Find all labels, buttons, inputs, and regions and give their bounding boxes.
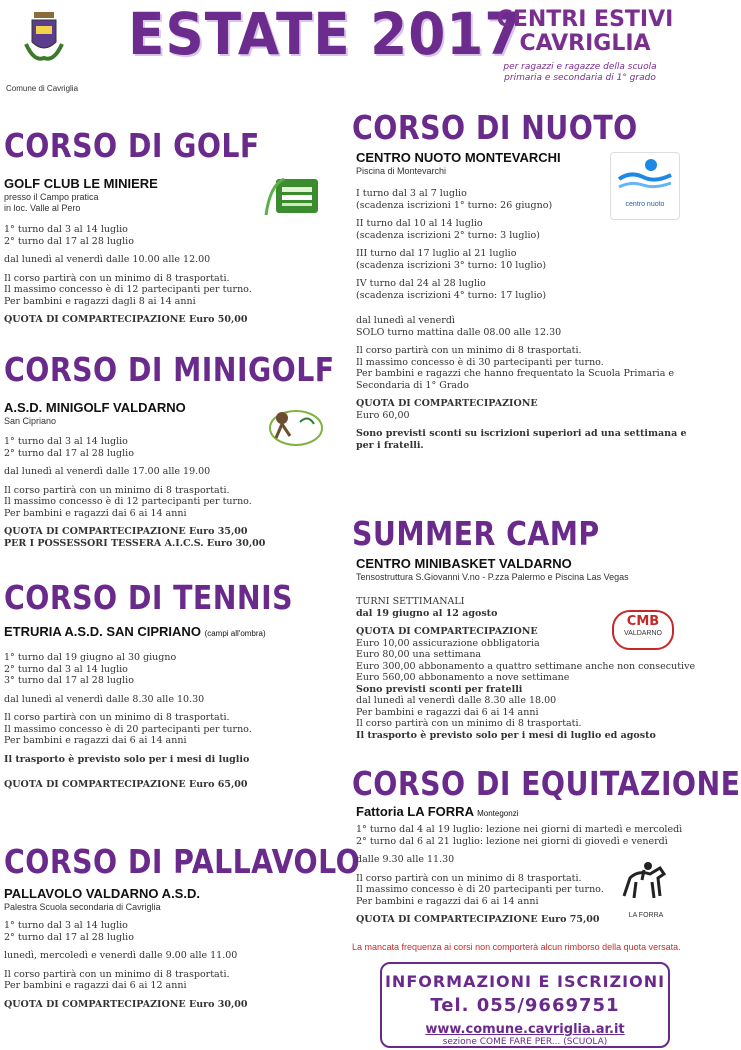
minigolf-logo-icon xyxy=(264,400,324,448)
summer-trasporto: Il trasporto è previsto solo per i mesi di luglio ed agosto xyxy=(356,729,656,741)
nuoto-turno3: III turno dal 17 luglio al 21 luglio xyxy=(356,248,517,259)
nuoto-quota-val: Euro 60,00 xyxy=(356,409,410,421)
tennis-details xyxy=(4,652,252,791)
equitazione-quota: QUOTA DI COMPARTECIPAZIONE Euro 75,00 xyxy=(356,914,600,925)
tennis-club-label: ETRURIA A.S.D. SAN CIPRIANO xyxy=(4,624,201,639)
golf-min: Il corso partirà con un minimo di 8 trasportati. xyxy=(4,272,230,284)
tennis-quota: QUOTA DI COMPARTECIPAZIONE Euro 65,00 xyxy=(4,779,248,790)
nuoto-turno2-scadenza: (scadenza iscrizioni 2° turno: 3 luglio) xyxy=(356,229,540,241)
subtitle-line1: per ragazzi e ragazze della scuola xyxy=(503,62,657,72)
equitazione-eta: Per bambini e ragazzi dai 6 ai 14 anni xyxy=(356,895,539,907)
tennis-turno2: 2° turno dal 3 al 14 luglio xyxy=(4,663,128,675)
nuoto-logo-label: centro nuoto xyxy=(625,201,665,208)
nuoto-turno4: IV turno dal 24 al 28 luglio xyxy=(356,278,486,289)
nuoto-sconti1: Sono previsti sconti su iscrizioni superiori ad una settimana e xyxy=(356,428,687,439)
summer-place: Tensostruttura S.Giovanni V.no - P.zza Palermo e Piscina Las Vegas xyxy=(356,572,629,582)
minigolf-place: San Cipriano xyxy=(4,416,57,426)
pallavolo-details xyxy=(4,920,248,1010)
nuoto-min: Il corso partirà con un minimo di 8 trasportati. xyxy=(356,345,582,356)
golf-details xyxy=(4,224,252,326)
nuoto-turno2: II turno dal 10 al 14 luglio xyxy=(356,218,483,229)
summer-orario: dal lunedì al venerdì dalle 8.30 alle 18.00 xyxy=(356,695,557,706)
info-section: sezione COME FARE PER... (SCUOLA) xyxy=(442,1037,608,1047)
minigolf-details xyxy=(4,436,265,549)
minigolf-quota: QUOTA DI COMPARTECIPAZIONE Euro 35,00 xyxy=(4,526,248,537)
page-title: ESTATE 2017 xyxy=(128,0,523,68)
minigolf-turno1: 1° turno dal 3 al 14 luglio xyxy=(4,436,128,447)
summer-quota: QUOTA DI COMPARTECIPAZIONE xyxy=(356,626,538,637)
summer-turni: TURNI SETTIMANALI xyxy=(356,596,465,607)
tennis-min: Il corso partirà con un minimo di 8 trasportati. xyxy=(4,712,230,723)
tennis-eta: Per bambini e ragazzi dai 6 ai 14 anni xyxy=(4,735,187,746)
tennis-trasporto: Il trasporto è previsto solo per i mesi di luglio xyxy=(4,753,250,765)
tennis-max: Il massimo concesso è di 20 partecipanti per turno. xyxy=(4,723,252,735)
info-box xyxy=(380,962,670,1048)
tennis-title: CORSO DI TENNIS xyxy=(4,578,293,617)
equitazione-club-label: Fattoria LA FORRA xyxy=(356,804,474,819)
pallavolo-club-name: PALLAVOLO VALDARNO A.S.D. xyxy=(4,886,200,901)
info-telephone: Tel. 055/9669751 xyxy=(430,995,620,1016)
nuoto-title: CORSO DI NUOTO xyxy=(352,108,638,147)
tennis-orario: dal lunedì al venerdì dalle 8.30 alle 10.30 xyxy=(4,693,205,705)
summer-sconti: Sono previsti sconti per fratelli xyxy=(356,683,523,695)
minigolf-title: CORSO DI MINIGOLF xyxy=(4,350,335,389)
centri-estivi-line2: CAVRIGLIA xyxy=(519,31,651,56)
golf-eta: Per bambini e ragazzi dagli 8 ai 14 anni xyxy=(4,295,196,307)
pallavolo-eta: Per bambini e ragazzi dai 6 ai 12 anni xyxy=(4,980,187,991)
nuoto-orario1: dal lunedì al venerdì xyxy=(356,315,455,326)
summer-quota-1: Euro 10,00 assicurazione obbligatoria xyxy=(356,637,540,649)
golf-quota: QUOTA DI COMPARTECIPAZIONE Euro 50,00 xyxy=(4,314,248,325)
golf-club-name: GOLF CLUB LE MINIERE xyxy=(4,176,158,191)
subtitle-line2: primaria e secondaria di 1° grado xyxy=(504,73,656,83)
nuoto-max: Il massimo concesso è di 30 partecipanti per turno. xyxy=(356,356,604,368)
pallavolo-min: Il corso partirà con un minimo di 8 trasportati. xyxy=(4,968,230,980)
summer-quota-2: Euro 80,00 una settimana xyxy=(356,649,482,660)
minigolf-turno2: 2° turno dal 17 al 28 luglio xyxy=(4,447,134,459)
equitazione-club-name xyxy=(356,804,518,819)
summer-details xyxy=(356,596,695,741)
cmb-logo-top: CMB xyxy=(626,614,660,629)
nuoto-details xyxy=(356,188,687,451)
minigolf-club-name: A.S.D. MINIGOLF VALDARNO xyxy=(4,400,186,415)
info-title: INFORMAZIONI E ISCRIZIONI xyxy=(384,972,666,991)
golf-orario: dal lunedì al venerdì dalle 10.00 alle 12.00 xyxy=(4,254,211,265)
golf-title: CORSO DI GOLF xyxy=(4,126,260,165)
nuoto-turno3-scadenza: (scadenza iscrizioni 3° turno: 10 luglio) xyxy=(356,259,547,271)
pallavolo-quota: QUOTA DI COMPARTECIPAZIONE Euro 30,00 xyxy=(4,998,248,1010)
minigolf-eta: Per bambini e ragazzi dai 6 ai 14 anni xyxy=(4,507,187,519)
centri-estivi-line1: CENTRI ESTIVI xyxy=(496,7,674,32)
nuoto-club-name: CENTRO NUOTO MONTEVARCHI xyxy=(356,150,561,165)
summer-camp-title: SUMMER CAMP xyxy=(352,514,600,553)
nuoto-eta1: Per bambini e ragazzi che hanno frequentato la Scuola Primaria e xyxy=(356,368,674,379)
pallavolo-orario: lunedì, mercoledì e venerdì dalle 9.00 alle 11.00 xyxy=(4,950,238,961)
pallavolo-title: CORSO DI PALLAVOLO xyxy=(4,842,361,881)
summer-turni-date: dal 19 giugno al 12 agosto xyxy=(356,607,498,619)
summer-quota-4: Euro 560,00 abbonamento a nove settimane xyxy=(356,672,570,683)
nuoto-sconti2: per i fratelli. xyxy=(356,439,424,451)
minigolf-min: Il corso partirà con un minimo di 8 trasportati. xyxy=(4,484,230,496)
equitazione-turno2: 2° turno dal 6 al 21 luglio: lezione nei giorni di giovedì e venerdì xyxy=(356,835,668,847)
summer-club-name: CENTRO MINIBASKET VALDARNO xyxy=(356,556,572,571)
nuoto-turno1-scadenza: (scadenza iscrizioni 1° turno: 26 giugno) xyxy=(356,199,553,211)
tennis-club-name xyxy=(4,624,266,639)
equitazione-turno1: 1° turno dal 4 al 19 luglio: lezione nei giorni di martedì e mercoledì xyxy=(356,824,683,835)
summer-min: Il corso partirà con un minimo di 8 trasportati. xyxy=(356,718,582,729)
golf-place-line1: presso il Campo pratica xyxy=(4,192,99,202)
equitazione-max: Il massimo concesso è di 20 partecipanti per turno. xyxy=(356,884,604,895)
equitazione-club-note: Montegonzi xyxy=(477,809,519,818)
nuoto-orario2: SOLO turno mattina dalle 08.00 alle 12.30 xyxy=(356,326,562,338)
nuoto-quota: QUOTA DI COMPARTECIPAZIONE xyxy=(356,398,538,409)
minigolf-quota-aics: PER I POSSESSORI TESSERA A.I.C.S. Euro 30,00 xyxy=(4,537,266,549)
nuoto-eta2: Secondaria di 1° Grado xyxy=(356,379,469,391)
pallavolo-place: Palestra Scuola secondaria di Cavriglia xyxy=(4,902,161,912)
comune-crest xyxy=(20,8,68,74)
minigolf-orario: dal lunedì al venerdì dalle 17.00 alle 19.00 xyxy=(4,466,211,477)
summer-quota-3: Euro 300,00 abbonamento a quattro settimane anche non consecutive xyxy=(356,660,696,672)
golf-club-logo-icon xyxy=(262,175,320,217)
info-website-link[interactable]: www.comune.cavriglia.ar.it xyxy=(425,1022,625,1037)
la-forra-logo-label: LA FORRA xyxy=(628,912,664,919)
nuoto-place: Piscina di Montevarchi xyxy=(356,166,447,176)
pallavolo-turno1: 1° turno dal 3 al 14 luglio xyxy=(4,920,128,931)
golf-place-line2: in loc. Valle al Pero xyxy=(4,203,81,213)
minigolf-max: Il massimo concesso è di 12 partecipanti per turno. xyxy=(4,496,252,507)
nuoto-turno4-scadenza: (scadenza iscrizioni 4° turno: 17 luglio) xyxy=(356,289,547,301)
pallavolo-turno2: 2° turno dal 17 al 28 luglio xyxy=(4,931,134,943)
cmb-logo-bottom: VALDARNO xyxy=(624,630,662,637)
equitazione-orario: dalle 9.30 alle 11.30 xyxy=(356,854,455,865)
rimborso-note: La mancata frequenza ai corsi non comporterà alcun rimborso della quota versata. xyxy=(352,942,681,952)
nuoto-turno1: I turno dal 3 al 7 luglio xyxy=(356,188,467,199)
equitazione-min: Il corso partirà con un minimo di 8 trasportati. xyxy=(356,872,582,884)
summer-eta: Per bambini e ragazzi dai 6 ai 14 anni xyxy=(356,706,539,718)
equitazione-title: CORSO DI EQUITAZIONE xyxy=(352,764,741,803)
golf-max: Il massimo concesso è di 12 partecipanti per turno. xyxy=(4,284,252,295)
golf-turno1: 1° turno dal 3 al 14 luglio xyxy=(4,224,128,235)
equitazione-details xyxy=(356,824,682,926)
comune-label: Comune di Cavriglia xyxy=(6,84,79,93)
golf-turno2: 2° turno dal 17 al 28 luglio xyxy=(4,235,134,247)
tennis-turno1: 1° turno dal 19 giugno al 30 giugno xyxy=(4,652,177,663)
tennis-club-note: (campi all'ombra) xyxy=(204,629,266,638)
tennis-turno3: 3° turno dal 17 al 28 luglio xyxy=(4,675,134,686)
